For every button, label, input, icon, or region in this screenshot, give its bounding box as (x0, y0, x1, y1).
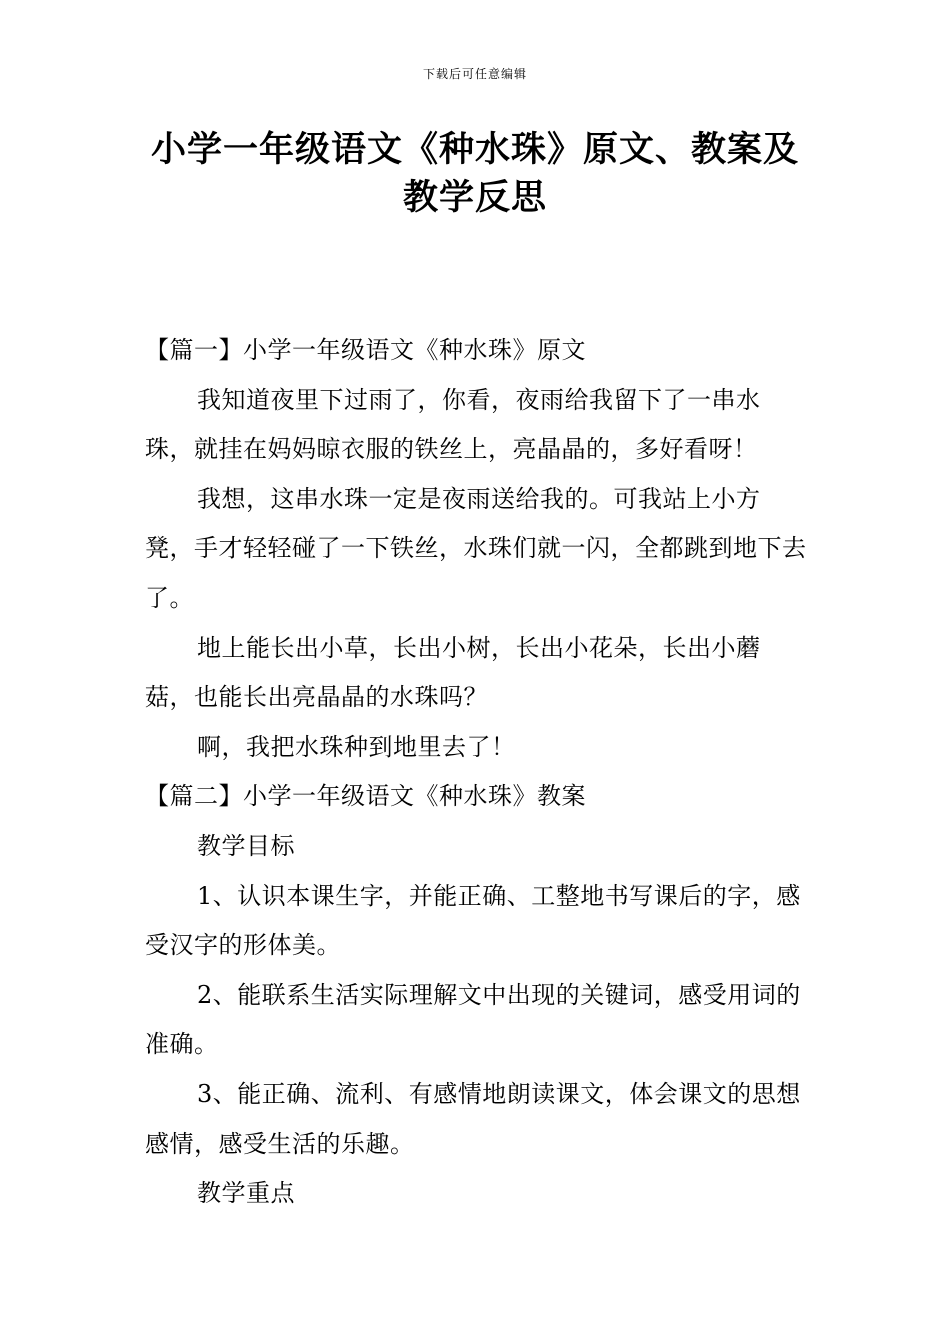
document-body (145, 326, 807, 1219)
paragraph: 我想，这串水珠一定是夜雨送给我的。可我站上小方凳，手才轻轻碰了一下铁丝，水珠们就一闪，全都跳到地下去了。 (145, 484, 807, 612)
goal-item: 1、认识本课生字，并能正确、工整地书写课后的字，感受汉字的形体美。 (145, 881, 801, 960)
section-heading-1: 【篇一】小学一年级语文《种水珠》原文 (145, 336, 586, 364)
teaching-focus-title: 教学重点 (197, 1179, 295, 1208)
teaching-goals-title: 教学目标 (197, 831, 295, 860)
goal-item: 3、能正确、流利、有感情地朗读课文，体会课文的思想感情，感受生活的乐趣。 (145, 1079, 801, 1158)
paragraph: 啊，我把水珠种到地里去了！ (197, 732, 516, 761)
goal-item: 2、能联系生活实际理解文中出现的关键词，感受用词的准确。 (145, 980, 801, 1059)
paragraph: 我知道夜里下过雨了，你看，夜雨给我留下了一串水珠，就挂在妈妈晾衣服的铁丝上，亮晶晶的，多好看呀！ (145, 385, 761, 464)
paragraph: 地上能长出小草，长出小树，长出小花朵，长出小蘑菇，也能长出亮晶晶的水珠吗？ (145, 633, 761, 712)
title-line-2: 教学反思 (402, 178, 547, 218)
header-note: 下载后可任意编辑 (422, 67, 527, 81)
section-heading-2: 【篇二】小学一年级语文《种水珠》教案 (145, 782, 586, 811)
title-line-1: 小学一年级语文《种水珠》原文、教案及 (150, 130, 799, 170)
document-title (125, 126, 825, 222)
